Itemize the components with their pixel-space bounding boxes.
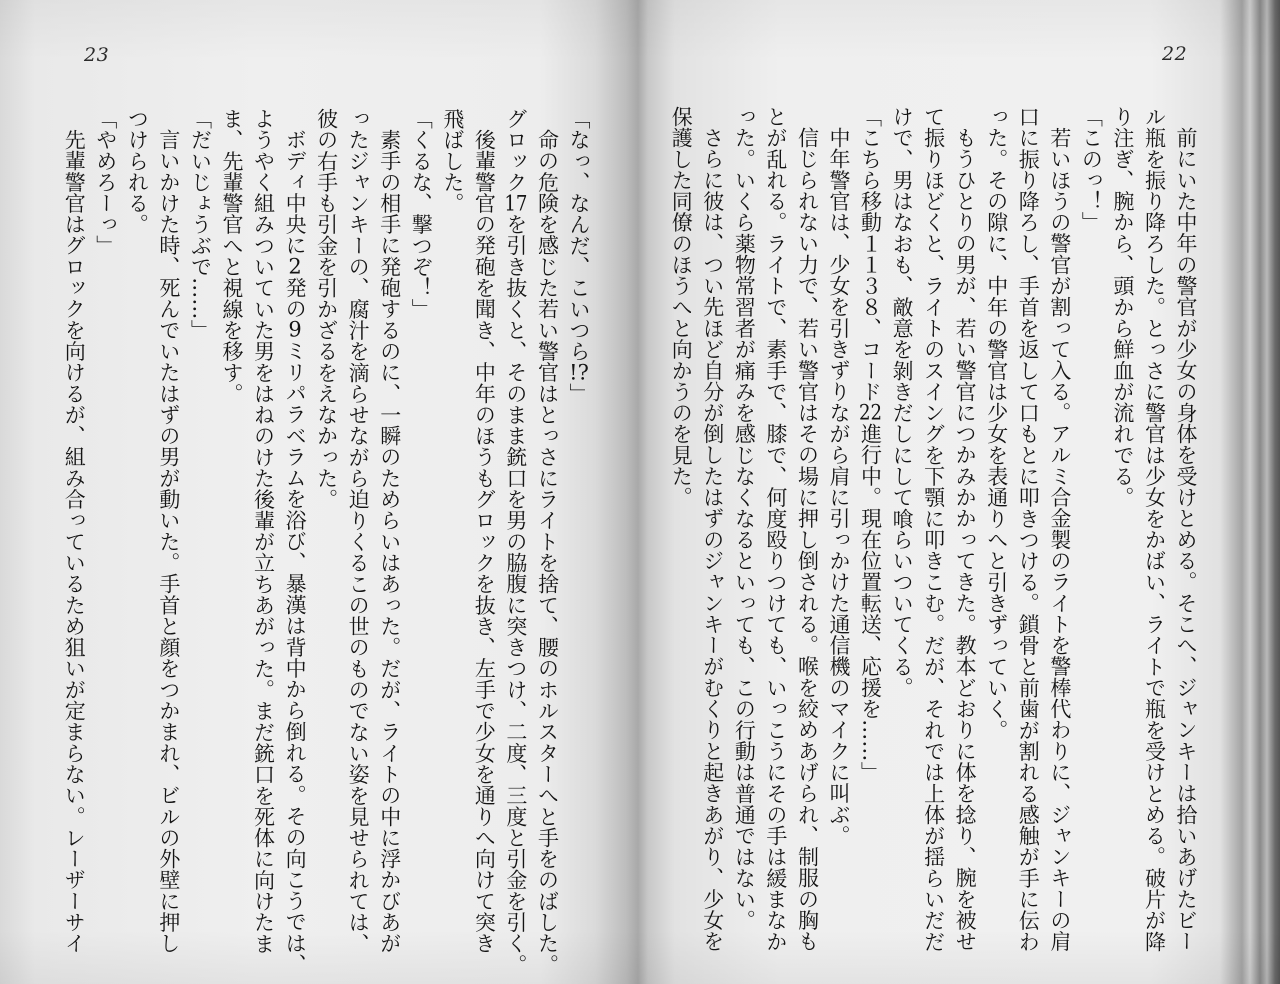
text-column: ま、先輩警官へと視線を移す。 (219, 108, 244, 405)
text-column: った。その隙に、中年の警官は少女を表通りへと引きずっていく。 (984, 106, 1009, 741)
text-column: 前にいた中年の警官が少女の身体を受けとめる。そこへ、ジャンキーは拾いあげたビー (1174, 127, 1198, 952)
text-column: 先輩警官はグロックを向けるが、組み合っているため狙いが定まらない。レーザーサイ (62, 129, 87, 954)
text-column: 信じられない力で、若い警官はその場に押し倒される。喉を絞めあげられ、制服の胸も (795, 127, 820, 952)
text-column: 飛ばした。 (440, 108, 465, 214)
text-column: 後輩警官の発砲を聞き、中年のほうもグロックを抜き、左手で少女を通りへ向けて突き (472, 129, 497, 954)
text-column: もうひとりの男が、若い警官につかみかかってきた。教本どおりに体を捻り、腕を被せ (953, 127, 978, 952)
text-column: 「だいじょうぶで……」 (188, 108, 213, 341)
text-column: ル瓶を振り降ろした。とっさに警官は少女をかばい、ライトで瓶を受けとめる。破片が降 (1142, 106, 1167, 952)
text-column: 若いほうの警官が割って入る。アルミ合金製のライトを警棒代わりに、ジャンキーの肩 (1047, 127, 1072, 952)
text-column: けで、男はなおも、敵意を剝きだしにして喰らいついてくる。 (890, 106, 915, 699)
text-column: 「こちら移動１１３８、コード22進行中。現在位置転送、応援を……」 (858, 106, 883, 783)
text-column: つけられる。 (125, 108, 150, 235)
text-column: 言いかけた時、死んでいたはずの男が動いた。手首と顔をつかまれ、ビルの外壁に押し (156, 129, 181, 954)
text-column: り注ぎ、腕から、頭から鮮血が流れでる。 (1110, 106, 1135, 508)
text-column: て振りほどくと、ライトのスイングを下顎に叩きこむ。だが、それでは上体が揺らいだだ (921, 106, 946, 952)
text-column: ったジャンキーの、腐汁を滴らせながら迫りくるこの世のものでない姿を見せられては、 (346, 108, 371, 954)
text-column: 命の危険を感じた若い警官はとっさにライトを捨て、腰のホルスターへと手をのばした。 (535, 129, 560, 976)
text-column: さらに彼は、つい先ほど自分が倒したはずのジャンキーがむくりと起きあがり、少女を (700, 127, 725, 952)
text-column: 口に振り降ろし、手首を返して口もとに叩きつける。鎖骨と前歯が割れる感触が手に伝わ (1016, 106, 1041, 952)
text-column: 保護した同僚のほうへと向かうのを見た。 (669, 106, 694, 508)
page-number-right: 22 (1162, 43, 1188, 65)
text-column: とが乱れる。ライトで、素手で、膝で、何度殴りつけても、いっこうにその手は緩まなか (763, 106, 788, 952)
left-page-text (57, 108, 594, 978)
right-page-text (664, 106, 1201, 976)
page-number-left: 23 (84, 44, 110, 66)
text-column: ボディ中央に2発の9ミリパラベラムを浴び、暴漢は背中から倒れる。その向こうでは、 (283, 129, 308, 975)
text-column: 彼の右手も引金を引かざるをえなかった。 (314, 108, 339, 510)
text-column: 「なっ、なんだ、こいつら!?」 (567, 108, 591, 404)
text-column: 中年警官は、少女を引きずりながら肩に引っかけた通信機のマイクに叫ぶ。 (826, 127, 851, 847)
text-column: 「このっ！」 (1079, 106, 1104, 233)
text-column: った。いくら薬物常習者が痛みを感じなくなるといっても、この行動は普通ではない。 (732, 106, 757, 931)
text-column: 「やめろーっ」 (93, 108, 118, 257)
text-column: 素手の相手に発砲するのに、一瞬のためらいはあった。だが、ライトの中に浮かびあが (377, 129, 402, 954)
text-column: 「くるな、撃つぞ！」 (409, 108, 434, 320)
text-column: ようやく組みついていた男をはねのけた後輩が立ちあがった。まだ銃口を死体に向けたま (251, 108, 276, 954)
text-column: グロック17を引き抜くと、そのまま銃口を男の脇腹に突きつけ、二度、三度と引金を引く。 (503, 108, 528, 976)
